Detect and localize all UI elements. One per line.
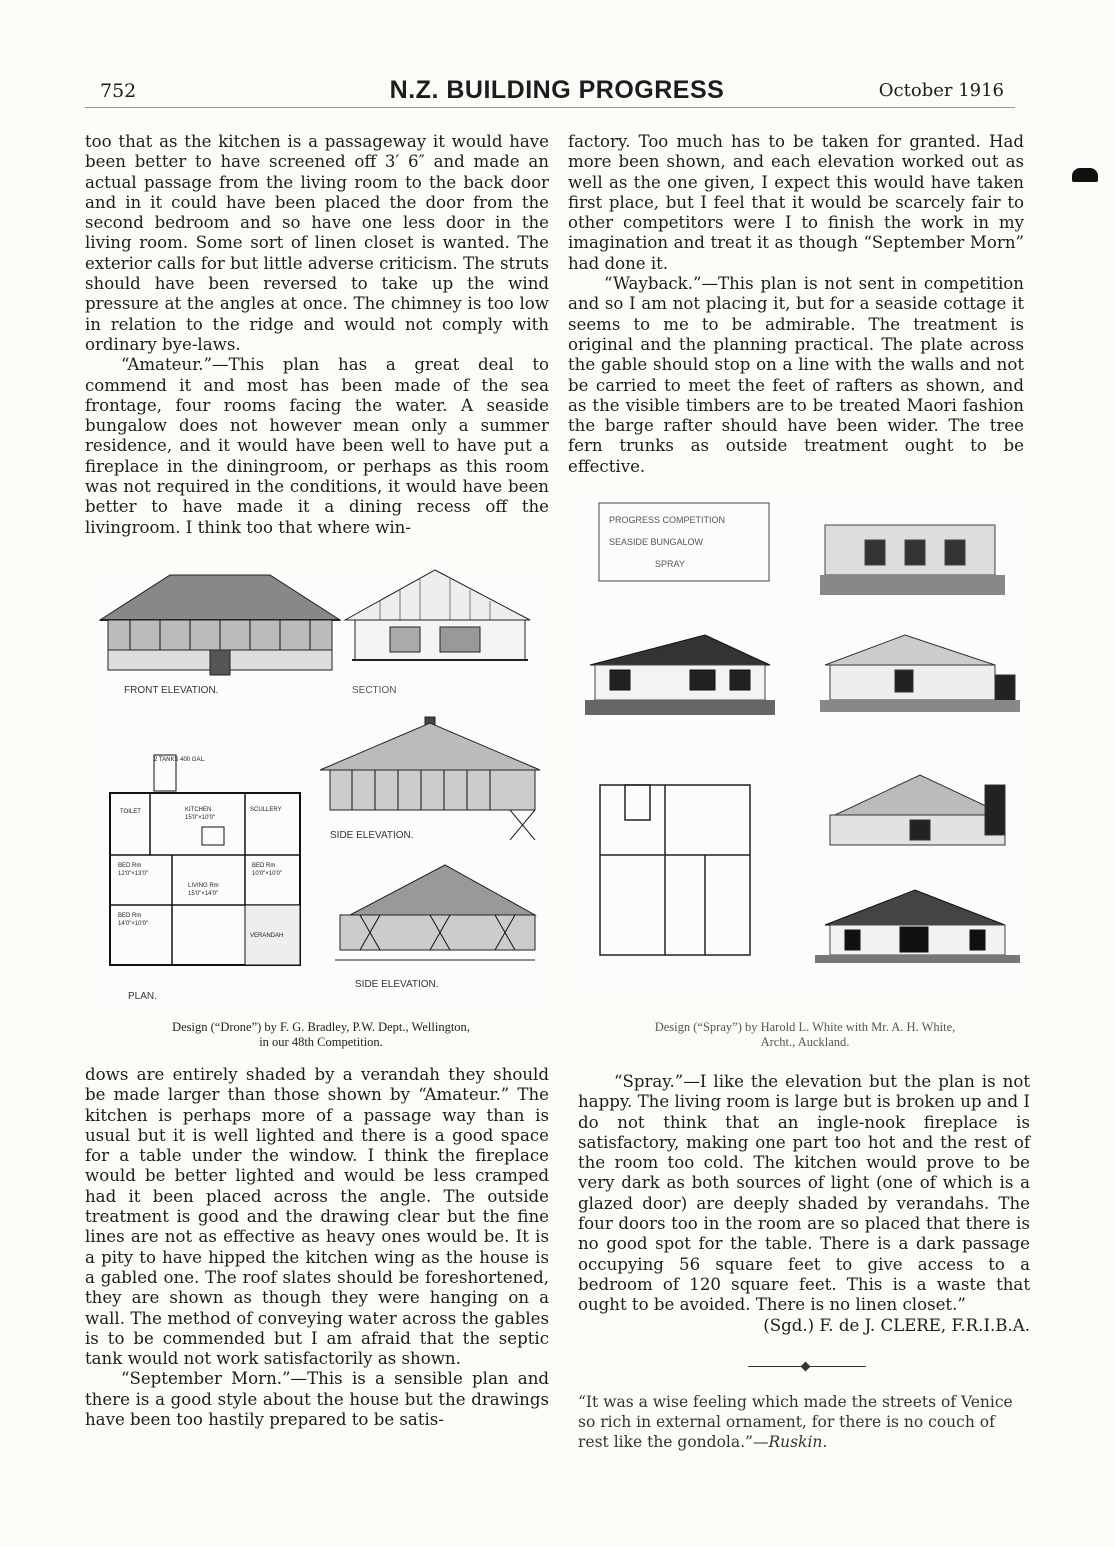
spray-design-drawings	[575, 495, 1030, 995]
quote-text: “It was a wise feeling which made the streets of Venice so rich in external ornament, for there is no couch of rest like the gondola.”—	[578, 1393, 1013, 1451]
toilet-label: TOILET	[120, 809, 141, 815]
front-elevation-drawing	[585, 635, 775, 715]
title-line: SEASIDE BUNGALOW	[609, 537, 704, 547]
side-elevation-2-drawing	[335, 865, 535, 960]
section-drawing	[345, 570, 530, 660]
drone-design-drawings	[90, 565, 552, 1007]
paragraph: “Spray.”—I like the elevation but the plan is not happy. The living room is large but is broken up and I do not think that an ingle-nook fireplace is satisfactory, making one part too hot and the rest of the room too cold. The kitchen would prove to be very dark as both sources of light (one of which is a glazed door) are deeply shaded by verandahs. The four doors too in the room are so placed that there is no good spot for the table. There is a dark passage occupying 56 square feet to give access to a bedroom of 120 square feet. This is a waste that ought to be avoided. There is no linen closet.”	[578, 1072, 1030, 1315]
right-column-bottom	[578, 1072, 1030, 1336]
page-number: 752	[100, 80, 137, 102]
caption-line: Design (“Spray”) by Harold L. White with Mr. A. H. White,	[654, 1020, 956, 1034]
left-column-top	[85, 132, 549, 538]
plan-label: PLAN.	[128, 991, 157, 1002]
floor-plan-drawing	[600, 785, 750, 955]
front-elevation-drawing	[100, 575, 340, 675]
side-elevation-1-drawing	[320, 717, 540, 840]
verandah-label: VERANDAH	[250, 933, 284, 939]
bedroom-2-dimensions: 10'0"×10'0"	[252, 871, 283, 877]
perspective-sketch	[820, 525, 1005, 595]
caption-line: Archt., Auckland.	[760, 1035, 850, 1049]
verandah-elevation-drawing	[815, 890, 1020, 963]
bedroom-1-label: BED Rm	[118, 863, 142, 869]
side-elevation-2-label: SIDE ELEVATION.	[355, 979, 439, 990]
spray-caption	[585, 1020, 1025, 1050]
drone-caption	[92, 1020, 550, 1050]
section-label: SECTION	[352, 685, 397, 696]
paragraph: factory. Too much has to be taken for granted. Had more been shown, and each elevation worked out as well as the one given, I expect this would have taken first place, but I feel that it would be scarcely fair to other competitors were I to finish the work in my imagination and treat it as though “September Morn” had done it.	[568, 132, 1024, 273]
tanks-label: 2 TANKS 400 GAL.	[154, 757, 206, 763]
scullery-label: SCULLERY	[250, 807, 282, 813]
bedroom-1-dimensions: 12'0"×13'0"	[118, 871, 149, 877]
bedroom-2-label: BED Rm	[252, 863, 276, 869]
paragraph: “Amateur.”—This plan has a great deal to commend it and most has been made of the sea frontage, four rooms facing the water. A seaside bungalow does not however mean only a summer residence, and it would have been well to have put a fireplace in the diningroom, or perhaps as this room was not required in the conditions, it would have been better to have made it a dining recess off the livingroom. I think too that where win-	[85, 355, 549, 537]
ruskin-quote	[578, 1392, 1030, 1452]
quote-author: Ruskin.	[768, 1433, 828, 1451]
title-line: PROGRESS COMPETITION	[609, 515, 726, 525]
divider-ornament	[801, 1362, 811, 1372]
margin-mark	[1072, 168, 1098, 182]
front-elevation-label: FRONT ELEVATION.	[124, 685, 219, 696]
paragraph: “September Morn.”—This is a sensible plan and there is a good style about the house but the drawings have been too hastily prepared to be satis-	[85, 1369, 549, 1430]
rear-elevation-drawing	[830, 775, 1005, 845]
side-elevation-drawing	[820, 635, 1020, 712]
side-elevation-1-label: SIDE ELEVATION.	[330, 830, 414, 841]
paragraph: “Wayback.”—This plan is not sent in competition and so I am not placing it, but for a seaside cottage it seems to me to be admirable. The treatment is original and the planning practical. The plate across the gable should stop on a line with the walls and not be carried to meet the feet of rafters as shown, and as the visible timbers are to be treated Maori fashion the barge rafter should have been wider. The tree fern trunks as outside treatment ought to be effective.	[568, 274, 1024, 476]
title-line: SPRAY	[655, 559, 685, 569]
issue-date: October 1916	[878, 80, 1004, 101]
bedroom-3-label: BED Rm	[118, 913, 142, 919]
living-room-label: LIVING Rm	[188, 883, 219, 889]
caption-line: in our 48th Competition.	[259, 1035, 383, 1049]
paragraph: dows are entirely shaded by a verandah they should be made larger than those shown by “Amateur.” The kitchen is perhaps more of a passage way than is usual but it is well lighted and there is a good space for a table under the window. I think the fireplace would be better lighted and would be less cramped had it been placed across the angle. The outside treatment is good and the drawing clear but the fine lines are not as effective as heavy ones would be. It is a pity to have hipped the kitchen wing as the house is a gabled one. The roof slates should be foreshortened, they are shown as though they were hanging on a wall. The method of conveying water across the gables is to be commended but I am afraid that the septic tank would not work satisfactorily as shown.	[85, 1065, 549, 1369]
living-room-dimensions: 15'0"×14'0"	[188, 891, 219, 897]
caption-line: Design (“Drone”) by F. G. Bradley, P.W. Dept., Wellington,	[172, 1020, 470, 1034]
right-column-top	[568, 132, 1024, 477]
bedroom-3-dimensions: 14'0"×10'0"	[118, 921, 149, 927]
kitchen-label: KITCHEN	[185, 807, 212, 813]
left-column-bottom	[85, 1065, 549, 1430]
journal-title: N.Z. BUILDING PROGRESS	[389, 76, 725, 104]
signature: (Sgd.) F. de J. CLERE, F.R.I.B.A.	[763, 1315, 1030, 1335]
header-rule	[85, 107, 1015, 108]
kitchen-dimensions: 15'0"×10'0"	[185, 815, 216, 821]
paragraph: too that as the kitchen is a passageway it would have been better to have screened off 3′ 6″ and made an actual passage from the living room to the back door and in it could have been placed the door from the second bedroom and so have one less door in the living room. Some sort of linen closet is wanted. The exterior calls for but little adverse criticism. The struts should have been reversed to take up the wind pressure at the angles at once. The chimney is too low in relation to the ridge and would not comply with ordinary bye-laws.	[85, 132, 549, 354]
